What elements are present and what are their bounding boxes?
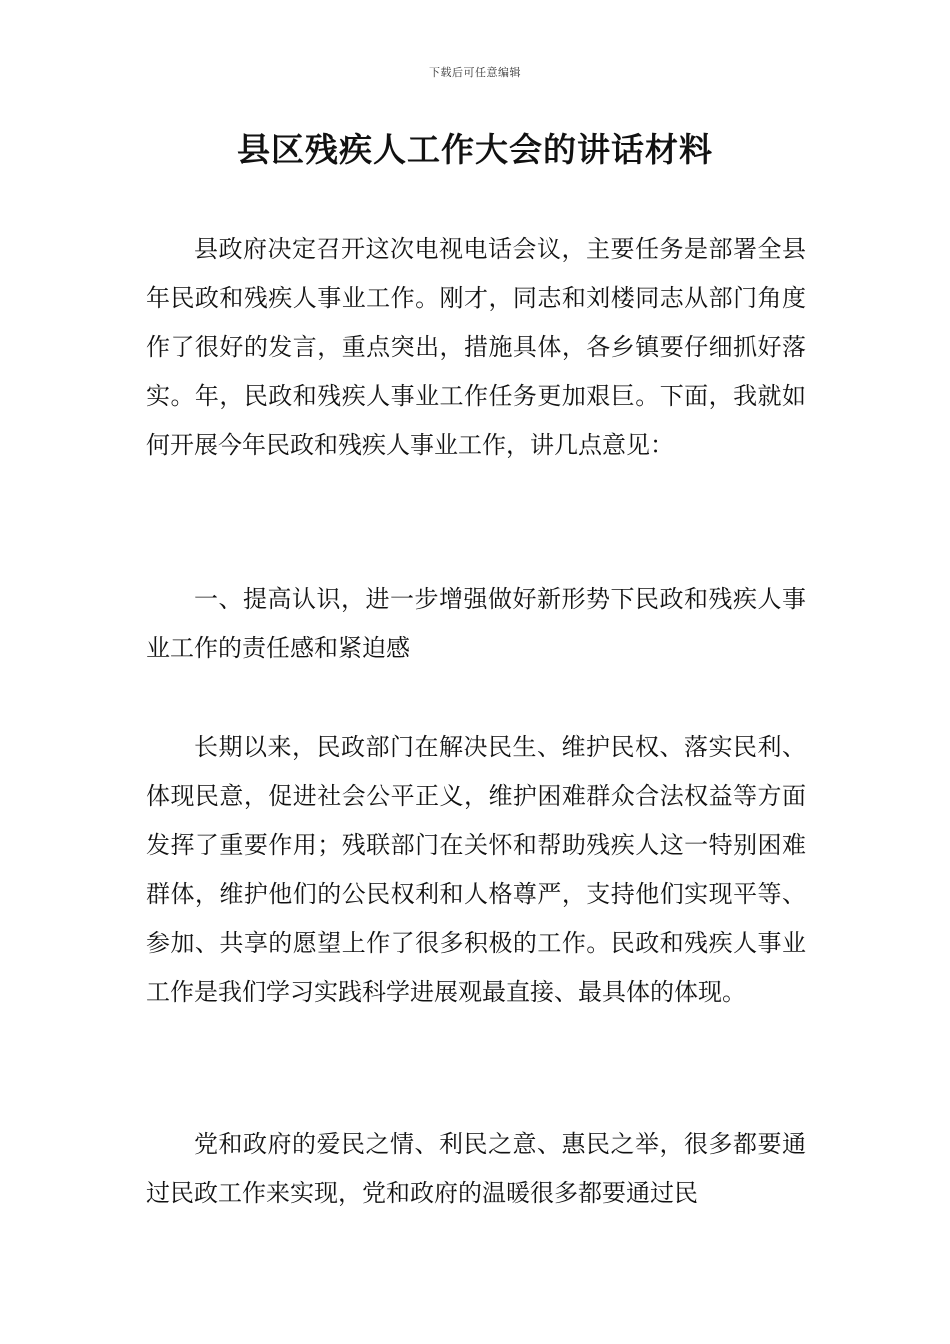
- section-heading-1: 一、提高认识，进一步增强做好新形势下民政和残疾人事业工作的责任感和紧迫感: [146, 585, 806, 662]
- header-note: 下载后可任意编辑: [429, 66, 521, 79]
- paragraph-body: 党和政府的爱民之情、利民之意、惠民之举，很多都要通过民政工作来实现，党和政府的温暖很多都要通过民: [146, 1130, 806, 1207]
- paragraph-body: 长期以来，民政部门在解决民生、维护民权、落实民利、体现民意，促进社会公平正义，维护困难群众合法权益等方面发挥了重要作用；残联部门在关怀和帮助残疾人这一特别困难群体，维护他们的公民权利和人格尊严，支持他们实现平等、参加、共享的愿望上作了很多积极的工作。民政和残疾人事业工作是我们学习实践科学进展观最直接、最具体的体现。: [146, 733, 806, 1006]
- document-title: 县区残疾人工作大会的讲话材料: [237, 130, 713, 169]
- paragraph-intro: 县政府决定召开这次电视电话会议，主要任务是部署全县年民政和残疾人事业工作。刚才，同志和刘楼同志从部门角度作了很好的发言，重点突出，措施具体，各乡镇要仔细抓好落实。年，民政和残疾人事业工作任务更加艰巨。下面，我就如何开展今年民政和残疾人事业工作，讲几点意见：: [146, 235, 806, 459]
